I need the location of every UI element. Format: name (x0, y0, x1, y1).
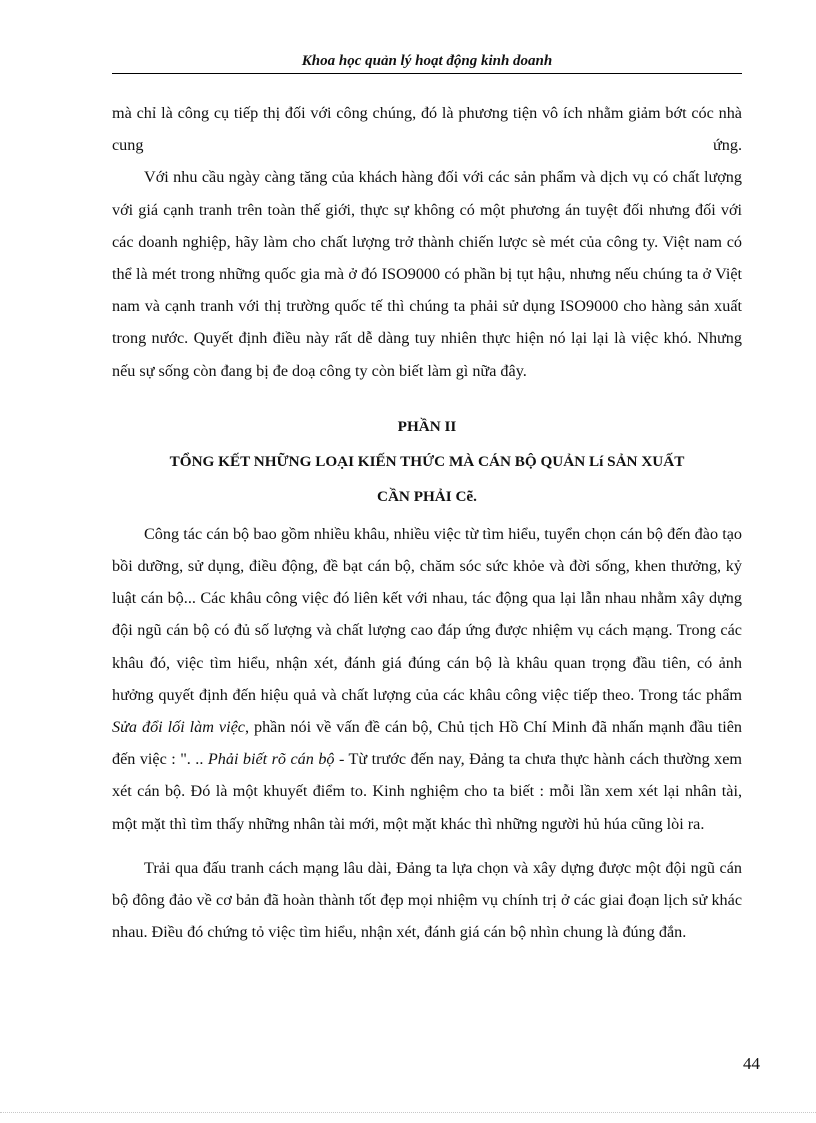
quote-emphasis: Phải biết rõ cán bộ (207, 750, 335, 769)
running-header: Khoa học quản lý hoạt động kinh doanh (301, 53, 553, 69)
page-number: 44 (743, 1054, 760, 1073)
header-divider (112, 73, 742, 74)
section-title-line-1: TỔNG KẾT NHỮNG LOẠI KIẾN THỨC MÀ CÁN BỘ QUẢN Lí SẢN XUẤT (169, 452, 685, 470)
paragraph-revolution: Trải qua đấu tranh cách mạng lâu dài, Đảng ta lựa chọn và xây dựng được một đội ngũ cán bộ đông đảo về cơ bản đã hoàn thành tốt đẹp mọi nhiệm vụ chính trị ở các giai đoạn lịch sử khác nhau. Điều đó chứng tỏ việc tìm hiểu, nhận xét, đánh giá cán bộ nhìn chung là đúng đắn. (112, 858, 742, 942)
paragraph-cadre-work (112, 518, 742, 840)
paragraph-text: - Từ trước đến nay, Đảng ta chưa thực hành cách thường xem xét cán bộ. Đó là một khuyết điểm to. Kinh nghiệm cho ta biết : mỗi lần xem xét lại nhân tài, một mặt thì tìm thấy những nhân tài mới, một mặt khác thì những người hủ húa cũng lòi ra. (112, 750, 742, 833)
part-heading: PHẦN II (397, 417, 457, 435)
paragraph-iso9000: Với nhu cầu ngày càng tăng của khách hàng đối với các sản phẩm và dịch vụ có chất lượng với giá cạnh tranh trên toàn thế giới, thực sự không có một phương án tuyệt đối nhưng đối với các doanh nghiệp, hãy làm cho chất lượng trở thành chiến lược sè mét của công ty. Việt nam có thể là mét trong những quốc gia mà ở đó ISO9000 có phần bị tụt hậu, nhưng nếu chúng ta ở Việt nam và cạnh tranh với thị trường quốc tế thì chúng ta phải sử dụng ISO9000 cho hàng sản xuất trong nước. Quyết định điều này rất dễ dàng tuy nhiên thực hiện nó lại lại là việc khó. Nhưng nếu sự sống còn đang bị đe doạ công ty còn biết làm gì nữa đây. (112, 168, 742, 380)
paragraph-text: Công tác cán bộ bao gồm nhiều khâu, nhiều việc từ tìm hiểu, tuyển chọn cán bộ đến đào tạo bồi dưỡng, sử dụng, điều động, đề bạt cán bộ, chăm sóc sức khỏe và đời sống, khen thưởng, kỷ luật cán bộ... Các khâu công việc đó liên kết với nhau, tác động qua lại lẫn nhau nhằm xây dựng đội ngũ cán bộ có đủ số lượng và chất lượng cao đáp ứng được nhiệm vụ cách mạng. Trong các khâu đó, việc tìm hiểu, nhận xét, đánh giá đúng cán bộ là khâu quan trọng đầu tiên, có ảnh hưởng quyết định đến hiệu quả và chất lượng của các khâu công việc tiếp theo. Trong tác phẩm (112, 524, 742, 704)
paragraph-continuation: mà chỉ là công cụ tiếp thị đối với công chúng, đó là phương tiện vô ích nhằm giảm bớt cóc nhà cung ứng. (112, 104, 742, 155)
paragraph-text: , phần nói về vấn đề cán bộ, Chủ tịch Hồ Chí Minh đã nhấn mạnh đầu tiên đến việc : ". .. (112, 718, 742, 769)
section-title-line-2: CẦN PHẢI Cẽ. (377, 487, 477, 505)
book-title: Sửa đổi lối làm việc (112, 718, 245, 737)
page-bottom-border (0, 1112, 816, 1113)
document-body (112, 97, 742, 948)
